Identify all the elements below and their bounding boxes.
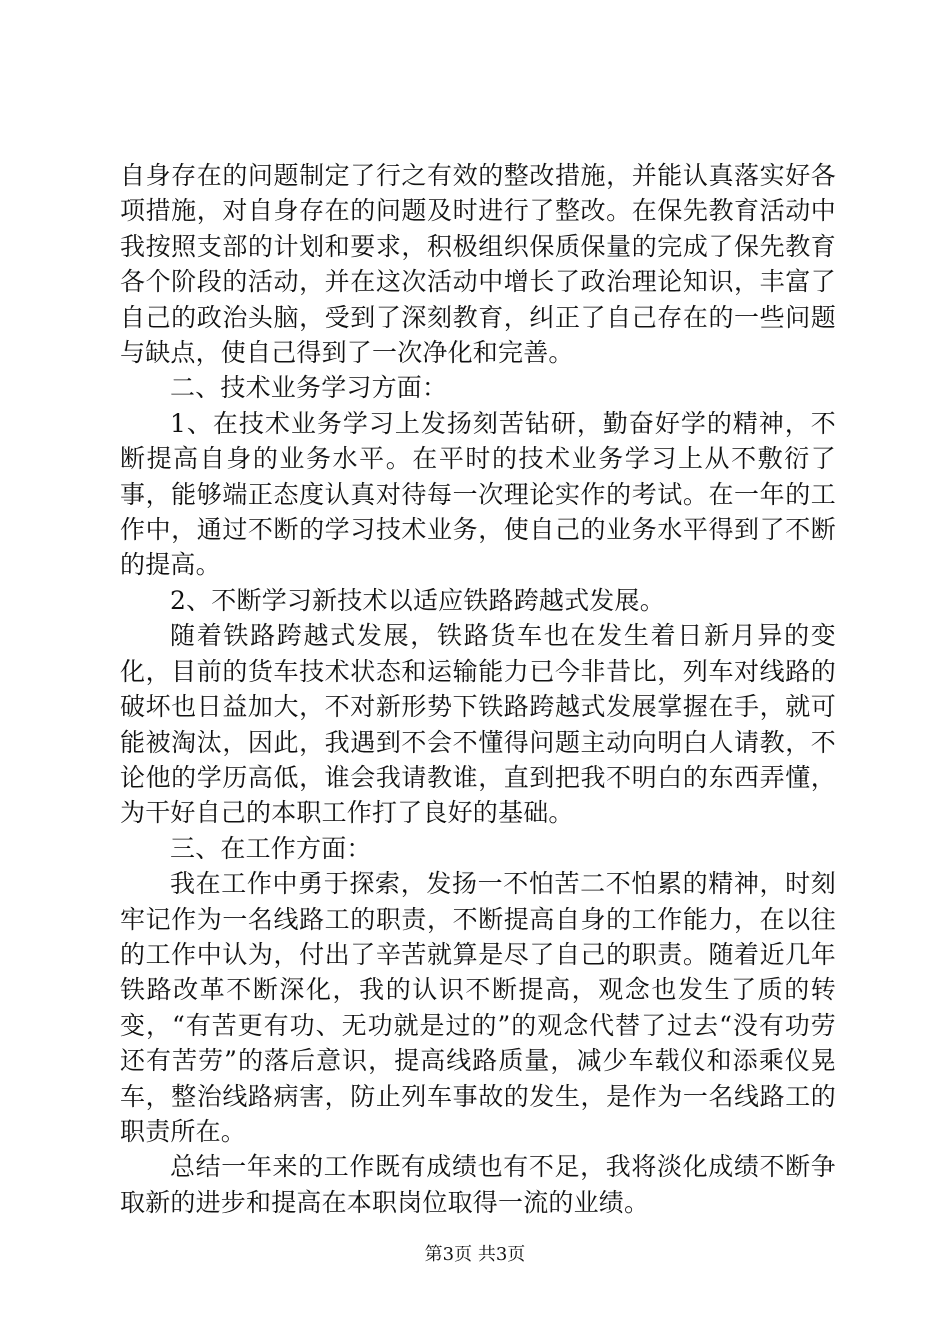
section-heading-technical-study: 二、技术业务学习方面：	[170, 373, 448, 403]
document-body	[120, 158, 836, 1220]
page-footer	[0, 1244, 950, 1266]
paragraph-intro-continued: 自身存在的问题制定了行之有效的整改措施，并能认真落实好各项措施，对自身存在的问题及时进行了整改。在保先教育活动中我按照支部的计划和要求，积极组织保质保量的完成了保先教育各个阶段的活动，并在这次活动中增长了政治理论知识，丰富了自己的政治头脑，受到了深刻教育，纠正了自己存在的一些问题与缺点，使自己得到了一次净化和完善。	[120, 161, 836, 368]
paragraph-work: 我在工作中勇于探索，发扬一不怕苦二不怕累的精神，时刻牢记作为一名线路工的职责，不断提高自身的工作能力，在以往的工作中认为，付出了辛苦就算是尽了自己的职责。随着近几年铁路改革不断深化，我的认识不断提高，观念也发生了质的转变，“有苦更有功、无功就是过的”的观念代替了过去“没有功劳还有苦劳”的落后意识，提高线路质量，减少车载仪和添乘仪晃车，整治线路病害，防止列车事故的发生，是作为一名线路工的职责所在。	[120, 869, 836, 1146]
paragraph-railway-development: 随着铁路跨越式发展，铁路货车也在发生着日新月异的变化，目前的货车技术状态和运输能力已今非昔比，列车对线路的破坏也日益加大，不对新形势下铁路跨越式发展掌握在手，就可能被淘汰，因此，我遇到不会不懂得问题主动向明白人请教，不论他的学历高低，谁会我请教谁，直到把我不明白的东西弄懂，为干好自己的本职工作打了良好的基础。	[120, 621, 836, 828]
paragraph-technical-study-1: 1、在技术业务学习上发扬刻苦钻研，勤奋好学的精神，不断提高自身的业务水平。在平时的技术业务学习上从不敷衍了事，能够端正态度认真对待每一次理论实作的考试。在一年的工作中，通过不断的学习技术业务，使自己的业务水平得到了不断的提高。	[120, 408, 836, 580]
page-number: 第3页 共3页	[424, 1244, 526, 1265]
paragraph-technical-study-2-heading: 2、不断学习新技术以适应铁路跨越式发展。	[170, 585, 665, 615]
paragraph-summary: 总结一年来的工作既有成绩也有不足，我将淡化成绩不断争取新的进步和提高在本职岗位取得一流的业绩。	[120, 1152, 836, 1217]
section-heading-work: 三、在工作方面：	[170, 833, 372, 863]
